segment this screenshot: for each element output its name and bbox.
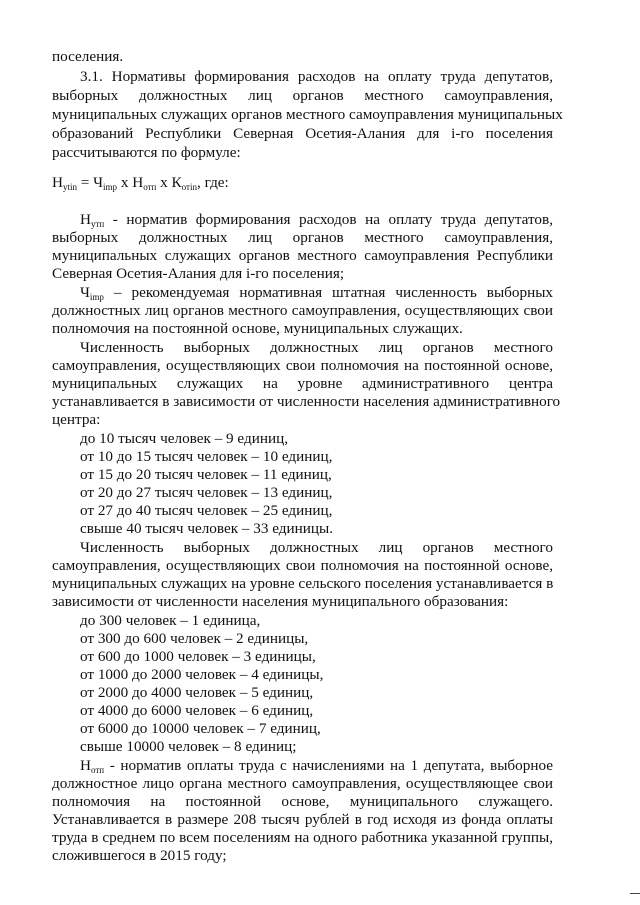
text-line: устанавливается в зависимости от численности населения административного <box>52 393 561 410</box>
definition-symbol: Н <box>80 757 91 774</box>
list-item: от 6000 до 10000 человек – 7 единиц, <box>80 720 321 737</box>
text-line: Численность выборных должностных лиц органов местного <box>80 539 553 556</box>
list-item: от 10 до 15 тысяч человек – 10 единиц, <box>80 448 333 465</box>
definition-text: - норматив формирования расходов на оплату труда депутатов, <box>104 211 553 228</box>
text-line: полномочия на постоянной основе, муниципального служащего. <box>52 793 553 810</box>
definition-text: - норматив оплаты труда с начислениями на 1 депутата, выборное <box>104 757 553 774</box>
formula-operator: х К <box>156 174 182 191</box>
text-line: Северная Осетия-Алания для i-го поселения; <box>52 265 345 282</box>
text-line: Численность выборных должностных лиц органов местного <box>80 339 553 356</box>
text-line: муниципальных служащих на уровне административного центра <box>52 375 553 392</box>
text-line: центра: <box>52 411 101 428</box>
text-line: труда в среднем по всем поселениям на одного работника указанной группы, <box>52 829 553 846</box>
definition-line <box>80 211 553 228</box>
text-line: полномочия на постоянной основе, муниципальных служащих. <box>52 320 463 337</box>
definition-subscript: imp <box>89 292 104 302</box>
formula-subscript: отin <box>181 182 197 192</box>
text-line: образований Республики Северная Осетия-Алания для i-го поселения <box>52 125 553 142</box>
list-item: свыше 10000 человек – 8 единиц; <box>80 738 297 755</box>
list-item: от 27 до 40 тысяч человек – 25 единиц, <box>80 502 333 519</box>
list-item: от 15 до 20 тысяч человек – 11 единиц, <box>80 466 332 483</box>
definition-line <box>80 757 553 774</box>
formula-subscript: отп <box>143 182 157 192</box>
text-line: Устанавливается в размере 208 тысяч рублей в год исходя из фонда оплаты <box>52 811 553 828</box>
formula-subscript: ytin <box>62 182 77 192</box>
list-item: от 600 до 1000 человек – 3 единицы, <box>80 648 316 665</box>
list-item: до 300 человек – 1 единица, <box>80 612 261 629</box>
formula-operator: = <box>76 174 94 191</box>
text-line: должностных лиц органов местного самоуправления, осуществляющих свои <box>52 302 553 319</box>
text-line: поселения. <box>52 48 124 65</box>
formula-tail: , где: <box>197 174 229 191</box>
list-item: свыше 40 тысяч человек – 33 единицы. <box>80 520 334 537</box>
text-line: выборных должностных лиц органов местного самоуправления, <box>52 229 553 246</box>
definition-text: – рекомендуемая нормативная штатная численность выборных <box>103 284 553 301</box>
text-line: должностное лицо органа местного самоуправления, осуществляющее свои <box>52 775 553 792</box>
list-item: от 4000 до 6000 человек – 6 единиц, <box>80 702 314 719</box>
text-line: муниципальных служащих органов местного самоуправления муниципальных <box>52 106 563 123</box>
list-item: от 20 до 27 тысяч человек – 13 единиц, <box>80 484 333 501</box>
list-item: до 10 тысяч человек – 9 единиц, <box>80 430 289 447</box>
definition-line <box>80 284 553 301</box>
list-item: от 2000 до 4000 человек – 5 единиц, <box>80 684 314 701</box>
text-line: выборных должностных лиц органов местного самоуправления, <box>52 87 553 104</box>
formula-symbol: Ч <box>93 174 104 191</box>
page-edge-mark <box>630 893 640 894</box>
text-line: самоуправления, осуществляющих свои полномочия на постоянной основе, <box>52 357 553 374</box>
text-line: сложившегося в 2015 году; <box>52 847 227 864</box>
text-line: зависимости от численности населения муниципального образования: <box>52 593 509 610</box>
text-line: муниципальных служащих на уровне сельского поселения устанавливается в <box>52 575 554 592</box>
list-item: от 1000 до 2000 человек – 4 единицы, <box>80 666 324 683</box>
text-line: самоуправления, осуществляющих свои полномочия на постоянной основе, <box>52 557 553 574</box>
formula-operator: х Н <box>117 174 144 191</box>
formula-subscript: imp <box>103 182 118 192</box>
section-3-1-heading-line: 3.1. Нормативы формирования расходов на оплату труда депутатов, <box>80 68 553 85</box>
definition-symbol: Н <box>80 211 91 228</box>
formula-symbol: Н <box>52 174 63 191</box>
text-line: муниципальных служащих органов местного самоуправления Республики <box>52 247 553 264</box>
text-line: рассчитываются по формуле: <box>52 144 241 161</box>
formula <box>52 174 229 191</box>
definition-subscript: утп <box>90 219 105 229</box>
definition-subscript: отп <box>90 765 105 775</box>
definition-symbol: Ч <box>80 284 90 301</box>
list-item: от 300 до 600 человек – 2 единицы, <box>80 630 309 647</box>
